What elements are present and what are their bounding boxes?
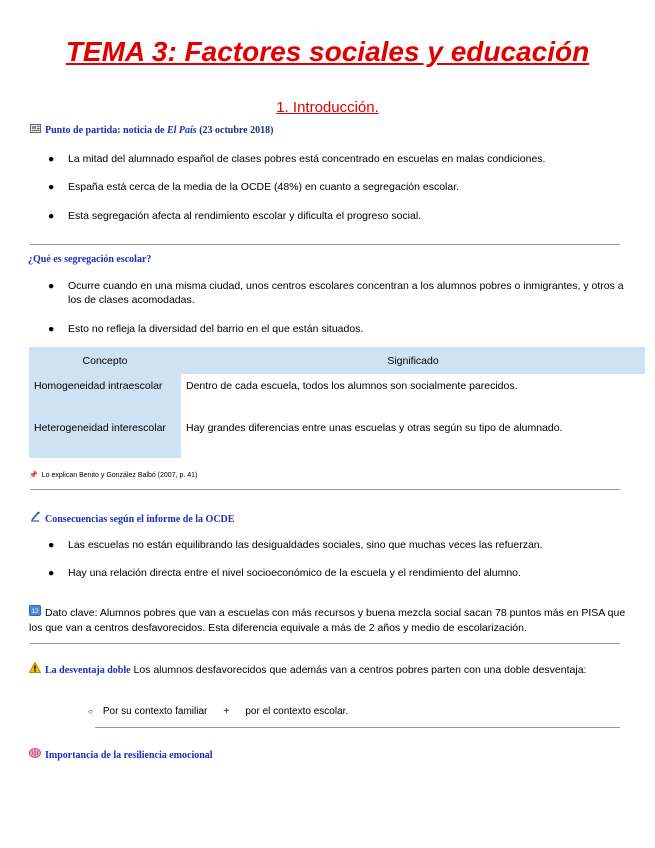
divider [30,244,620,245]
table-header-concepto: Concepto [29,347,181,374]
divider [30,489,620,490]
citation: 📌 Lo explican Benito y González Balbó (2007, p. 41) [29,472,198,479]
source-paper: El País [166,125,197,136]
source-date: (23 octubre 2018) [196,125,274,136]
key-data-paragraph: 12 Dato clave: Alumnos pobres que van a escuelas con más recursos y buena mezcla social sacan 78 puntos más en PISA que los que van a centros desfavorecidos. Esta diferencia equivale a más de 2 años y medio de escolarización. [29,607,626,634]
table-row [29,416,645,458]
resilience-heading: Importancia de la resiliencia emocional [29,748,213,761]
disadvantage-line [29,662,649,676]
numbers-icon [29,605,41,621]
divider [95,727,620,728]
table-cell: Heterogeneidad interescolar [29,416,181,458]
newspaper-icon [30,124,41,136]
consequences-heading: Consecuencias según el informe de la OCDE [30,511,234,525]
disadvantage-text: Los alumnos desfavorecidos que además van a centros pobres parten con una doble desventaja: [133,664,587,676]
brain-icon [29,748,41,761]
table-cell: Homogeneidad intraescolar [29,374,181,416]
warning-icon [29,662,41,676]
segregation-heading: ¿Qué es segregación escolar? [28,254,152,265]
section-heading-introduccion: 1. Introducción. [276,99,379,116]
source-prefix: Punto de partida: noticia de [45,125,167,136]
pushpin-icon: 📌 [29,472,38,479]
svg-text:12: 12 [31,608,39,615]
disadvantage-heading: La desventaja doble [45,665,131,676]
disadvantage-item: ○ Por su contexto familiar + por el contexto escolar. [88,706,349,717]
divider [30,643,620,644]
segregation-table [29,347,645,458]
table-header-significado: Significado [181,347,645,374]
source-line [30,124,273,136]
table-row [29,374,645,416]
page-title: TEMA 3: Factores sociales y educación [65,36,590,67]
table-cell: Hay grandes diferencias entre unas escuelas y otras según su tipo de alumnado. [186,422,563,434]
table-cell: Dentro de cada escuela, todos los alumnos son socialmente parecidos. [186,380,518,392]
microscope-icon [30,511,41,525]
